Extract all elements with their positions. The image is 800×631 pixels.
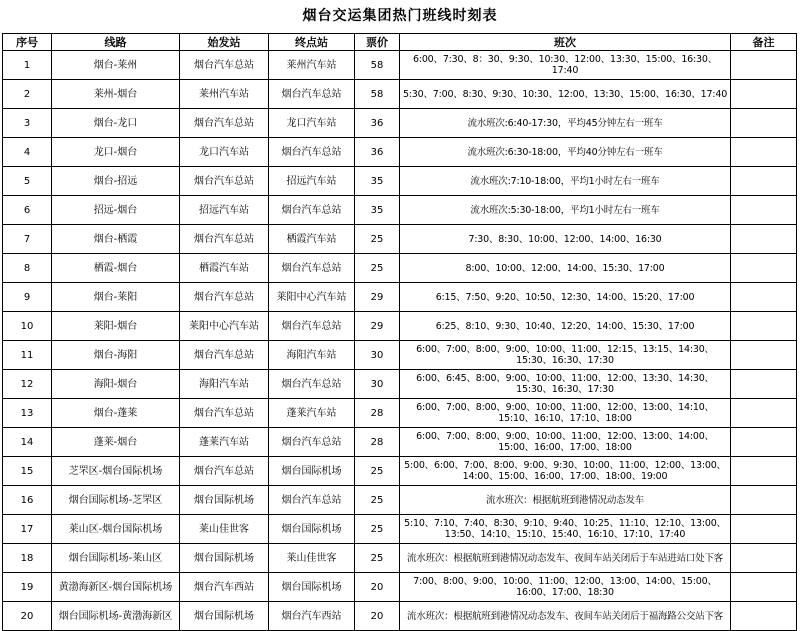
table-row [3, 312, 797, 341]
row-route: 烟台-莱阳 [52, 283, 180, 312]
row-note [731, 602, 797, 631]
row-schedule: 6:00、7:00、8:00、9:00、10:00、11:00、12:15、13:15、14:30、15:30、16:30、17:30 [400, 341, 731, 370]
row-origin: 蓬莱汽车站 [180, 428, 269, 457]
table-row [3, 399, 797, 428]
row-price: 25 [355, 254, 400, 283]
row-number: 6 [3, 196, 52, 225]
row-schedule: 6:25、8:10、9:30、10:40、12:20、14:00、15:30、17:00 [400, 312, 731, 341]
row-number: 1 [3, 51, 52, 80]
row-schedule: 7:00、8:00、9:00、10:00、11:00、12:00、13:00、14:00、15:00、16:00、17:00、18:30 [400, 573, 731, 602]
row-schedule: 流水班次：根据航班到港情况动态发车、夜间车站关闭后于福海路公交站下客 [400, 602, 731, 631]
row-schedule: 流水班次：根据航班到港情况动态发车 [400, 486, 731, 515]
row-destination: 烟台国际机场 [269, 515, 355, 544]
table-row [3, 80, 797, 109]
row-price: 25 [355, 225, 400, 254]
row-schedule: 流水班次:6:30-18:00，平均40分钟左右一班车 [400, 138, 731, 167]
row-schedule: 6:00、6:45、8:00、9:00、10:00、11:00、12:00、13:30、14:30、15:30、16:30、17:30 [400, 370, 731, 399]
row-destination: 莱阳中心汽车站 [269, 283, 355, 312]
row-number: 17 [3, 515, 52, 544]
row-note [731, 341, 797, 370]
row-origin: 栖霞汽车站 [180, 254, 269, 283]
row-destination: 烟台汽车总站 [269, 486, 355, 515]
row-schedule: 6:00、7:00、8:00、9:00、10:00、11:00、12:00、13:00、14:10、15:10、16:10、17:10、18:00 [400, 399, 731, 428]
row-destination: 烟台汽车总站 [269, 196, 355, 225]
row-route: 蓬莱-烟台 [52, 428, 180, 457]
row-schedule: 流水班次:6:40-17:30，平均45分钟左右一班车 [400, 109, 731, 138]
row-destination: 莱山佳世客 [269, 544, 355, 573]
table-row [3, 370, 797, 399]
row-number: 8 [3, 254, 52, 283]
row-schedule: 流水班次：根据航班到港情况动态发车、夜间车站关闭后于车站进站口处下客 [400, 544, 731, 573]
header-row [3, 34, 797, 51]
row-origin: 烟台汽车总站 [180, 457, 269, 486]
row-number: 16 [3, 486, 52, 515]
row-price: 58 [355, 80, 400, 109]
row-schedule: 5:30、7:00、8:30、9:30、10:30、12:00、13:30、15:00、16:30、17:40 [400, 80, 731, 109]
row-price: 28 [355, 399, 400, 428]
table-row [3, 225, 797, 254]
row-number: 13 [3, 399, 52, 428]
row-price: 25 [355, 515, 400, 544]
row-price: 30 [355, 370, 400, 399]
row-origin: 烟台汽车总站 [180, 51, 269, 80]
row-price: 25 [355, 544, 400, 573]
row-origin: 莱山佳世客 [180, 515, 269, 544]
header-note: 备注 [731, 34, 797, 51]
row-number: 3 [3, 109, 52, 138]
row-price: 35 [355, 196, 400, 225]
row-note [731, 573, 797, 602]
row-origin: 莱州汽车站 [180, 80, 269, 109]
row-note [731, 544, 797, 573]
row-destination: 烟台汽车总站 [269, 254, 355, 283]
row-destination: 烟台汽车总站 [269, 312, 355, 341]
row-note [731, 283, 797, 312]
row-price: 30 [355, 341, 400, 370]
row-schedule: 8:00、10:00、12:00、14:00、15:30、17:00 [400, 254, 731, 283]
row-price: 25 [355, 457, 400, 486]
row-route: 芝罘区-烟台国际机场 [52, 457, 180, 486]
row-note [731, 138, 797, 167]
table-row [3, 196, 797, 225]
row-note [731, 167, 797, 196]
row-route: 黄渤海新区-烟台国际机场 [52, 573, 180, 602]
row-price: 35 [355, 167, 400, 196]
header-price: 票价 [355, 34, 400, 51]
table-row [3, 457, 797, 486]
row-route: 烟台-莱州 [52, 51, 180, 80]
row-destination: 烟台国际机场 [269, 457, 355, 486]
row-price: 36 [355, 109, 400, 138]
table-row [3, 51, 797, 80]
row-route: 海阳-烟台 [52, 370, 180, 399]
row-destination: 龙口汽车站 [269, 109, 355, 138]
table-row [3, 341, 797, 370]
row-origin: 烟台汽车总站 [180, 167, 269, 196]
row-price: 20 [355, 573, 400, 602]
row-route: 莱山区-烟台国际机场 [52, 515, 180, 544]
table-row [3, 544, 797, 573]
row-number: 10 [3, 312, 52, 341]
header-no: 序号 [3, 34, 52, 51]
row-destination: 烟台汽车总站 [269, 370, 355, 399]
row-destination: 烟台国际机场 [269, 573, 355, 602]
table-row [3, 283, 797, 312]
table-row [3, 138, 797, 167]
row-note [731, 457, 797, 486]
row-schedule: 6:00、7:00、8:00、9:00、10:00、11:00、12:00、13:00、14:00、15:00、16:00、17:00、18:00 [400, 428, 731, 457]
row-origin: 烟台汽车总站 [180, 109, 269, 138]
row-number: 2 [3, 80, 52, 109]
row-destination: 莱州汽车站 [269, 51, 355, 80]
row-note [731, 225, 797, 254]
table-body [3, 51, 797, 631]
row-number: 15 [3, 457, 52, 486]
table-row [3, 428, 797, 457]
page-title: 烟台交运集团热门班线时刻表 [302, 8, 498, 24]
row-route: 莱州-烟台 [52, 80, 180, 109]
row-route: 烟台国际机场-莱山区 [52, 544, 180, 573]
row-note [731, 196, 797, 225]
header-route: 线路 [52, 34, 180, 51]
timetable [2, 33, 797, 631]
row-schedule: 流水班次:5:30-18:00，平均1小时左右一班车 [400, 196, 731, 225]
row-route: 龙口-烟台 [52, 138, 180, 167]
row-route: 烟台-海阳 [52, 341, 180, 370]
row-origin: 烟台国际机场 [180, 486, 269, 515]
row-origin: 海阳汽车站 [180, 370, 269, 399]
row-number: 9 [3, 283, 52, 312]
row-note [731, 80, 797, 109]
row-schedule: 6:15、7:50、9:20、10:50、12:30、14:00、15:20、17:00 [400, 283, 731, 312]
row-schedule: 5:00、6:00、7:00、8:00、9:00、9:30、10:00、11:00、12:00、13:00、14:00、15:00、16:00、17:00、18:00、19:00 [400, 457, 731, 486]
row-schedule: 6:00、7:30、8：30、9:30、10:30、12:00、13:30、15:00、16:30、17:40 [400, 51, 731, 80]
row-number: 4 [3, 138, 52, 167]
row-route: 烟台-蓬莱 [52, 399, 180, 428]
row-note [731, 370, 797, 399]
row-note [731, 399, 797, 428]
row-route: 莱阳-烟台 [52, 312, 180, 341]
row-number: 12 [3, 370, 52, 399]
row-schedule: 7:30、8:30、10:00、12:00、14:00、16:30 [400, 225, 731, 254]
row-number: 19 [3, 573, 52, 602]
table-row [3, 602, 797, 631]
row-route: 烟台-栖霞 [52, 225, 180, 254]
row-note [731, 312, 797, 341]
row-note [731, 486, 797, 515]
row-destination: 烟台汽车总站 [269, 80, 355, 109]
header-schedule: 班次 [400, 34, 731, 51]
row-number: 18 [3, 544, 52, 573]
row-origin: 烟台汽车总站 [180, 399, 269, 428]
row-price: 29 [355, 312, 400, 341]
row-note [731, 515, 797, 544]
row-origin: 烟台汽车总站 [180, 283, 269, 312]
row-origin: 招远汽车站 [180, 196, 269, 225]
row-number: 7 [3, 225, 52, 254]
row-note [731, 428, 797, 457]
row-schedule: 流水班次:7:10-18:00，平均1小时左右一班车 [400, 167, 731, 196]
row-origin: 烟台国际机场 [180, 544, 269, 573]
table-row [3, 167, 797, 196]
row-price: 25 [355, 486, 400, 515]
row-origin: 莱阳中心汽车站 [180, 312, 269, 341]
row-origin: 烟台汽车总站 [180, 225, 269, 254]
table-row [3, 573, 797, 602]
row-destination: 招远汽车站 [269, 167, 355, 196]
row-destination: 蓬莱汽车站 [269, 399, 355, 428]
row-route: 烟台国际机场-芝罘区 [52, 486, 180, 515]
row-destination: 海阳汽车站 [269, 341, 355, 370]
row-destination: 栖霞汽车站 [269, 225, 355, 254]
row-destination: 烟台汽车总站 [269, 428, 355, 457]
row-origin: 烟台汽车总站 [180, 341, 269, 370]
table-row [3, 109, 797, 138]
row-number: 11 [3, 341, 52, 370]
row-number: 20 [3, 602, 52, 631]
timetable-sheet [2, 0, 798, 631]
row-route: 烟台-招远 [52, 167, 180, 196]
row-destination: 烟台汽车西站 [269, 602, 355, 631]
row-price: 28 [355, 428, 400, 457]
row-price: 20 [355, 602, 400, 631]
table-row [3, 486, 797, 515]
row-origin: 龙口汽车站 [180, 138, 269, 167]
row-route: 招远-烟台 [52, 196, 180, 225]
row-route: 烟台-龙口 [52, 109, 180, 138]
header-origin: 始发站 [180, 34, 269, 51]
header-dest: 终点站 [269, 34, 355, 51]
row-price: 58 [355, 51, 400, 80]
row-note [731, 109, 797, 138]
row-number: 5 [3, 167, 52, 196]
row-origin: 烟台国际机场 [180, 602, 269, 631]
table-row [3, 515, 797, 544]
row-destination: 烟台汽车总站 [269, 138, 355, 167]
row-note [731, 254, 797, 283]
row-number: 14 [3, 428, 52, 457]
row-note [731, 51, 797, 80]
table-row [3, 254, 797, 283]
row-price: 36 [355, 138, 400, 167]
row-price: 29 [355, 283, 400, 312]
row-schedule: 5:10、7:10、7:40、8:30、9:10、9:40、10:25、11:10、12:10、13:00、13:50、14:10、15:10、15:40、16:10、17:10、17:40 [400, 515, 731, 544]
row-route: 烟台国际机场-黄渤海新区 [52, 602, 180, 631]
row-origin: 烟台汽车西站 [180, 573, 269, 602]
row-route: 栖霞-烟台 [52, 254, 180, 283]
